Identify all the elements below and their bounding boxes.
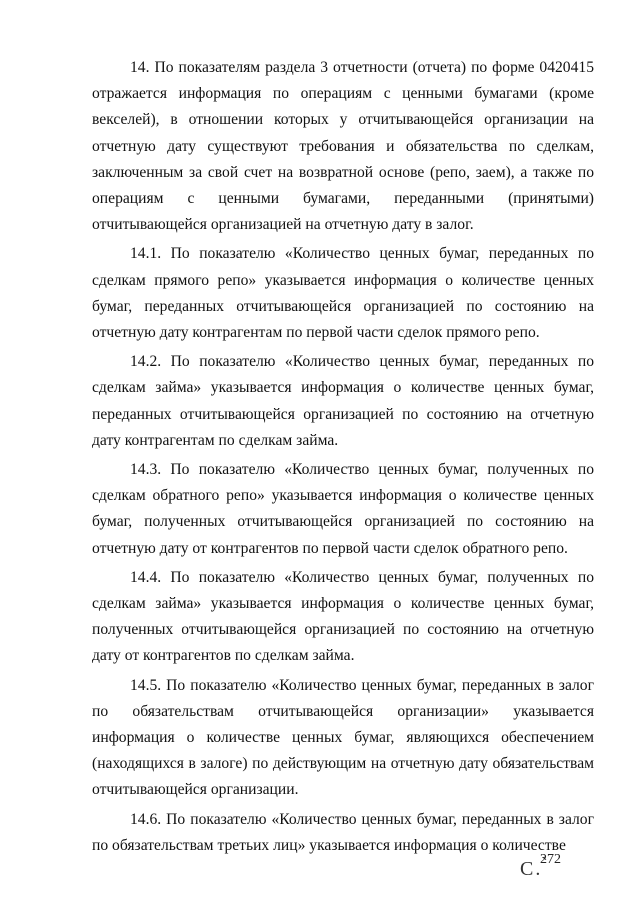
paragraph-14-4: 14.4. По показателю «Количество ценных бумаг, полученных по сделкам займа» указывается информация о количестве ценных бумаг, полученных отчитывающейся организацией по состоянию на отчетную дату от контрагентов по сделкам займа. [92,568,594,665]
paragraph-14-6: 14.6. По показателю «Количество ценных бумаг, переданных в залог по обязательствам третьих лиц» указывается информация о количестве [92,810,594,854]
paragraph-14-5: 14.5. По показателю «Количество ценных бумаг, переданных в залог по обязательствам отчитывающейся организации» указывается информация о количестве ценных бумаг, являющихся обеспечением (находящихся в залоге) по действующим на отчетную дату обязательствам отчитывающейся организации. [92,676,594,799]
paragraph-14-1: 14.1. По показателю «Количество ценных бумаг, переданных по сделкам прямого репо» указывается информация о количестве ценных бумаг, переданных отчитывающейся организацией по состоянию на отчетную дату контрагентам по первой части сделок прямого репо. [92,245,594,342]
paragraph-14: 14. По показателям раздела 3 отчетности (отчета) по форме 0420415 отражается информация по операциям с ценными бумагами (кроме векселей), в отношении которых у отчитывающейся организации на отчетную дату существуют требования и обязательства по сделкам, заключенным за свой счет на возвратной основе (репо, заем), а также по операциям с ценными бумагами, переданными (принятыми) отчитывающейся организацией на отчетную дату в залог. [92,59,594,234]
handwritten-mark: С. ̀ [520,858,550,880]
paragraph-14-3: 14.3. По показателю «Количество ценных бумаг, полученных по сделкам обратного репо» указывается информация о количестве ценных бумаг, полученных отчитывающейся организацией по состоянию на отчетную дату от контрагентов по первой части сделок обратного репо. [92,461,594,557]
page-number: 272 [540,852,561,867]
paragraph-14-2: 14.2. По показателю «Количество ценных бумаг, переданных по сделкам займа» указывается информация о количестве ценных бумаг, переданных отчитывающейся организацией по состоянию на отчетную дату контрагентам по сделкам займа. [92,353,594,449]
document-page [92,55,594,862]
